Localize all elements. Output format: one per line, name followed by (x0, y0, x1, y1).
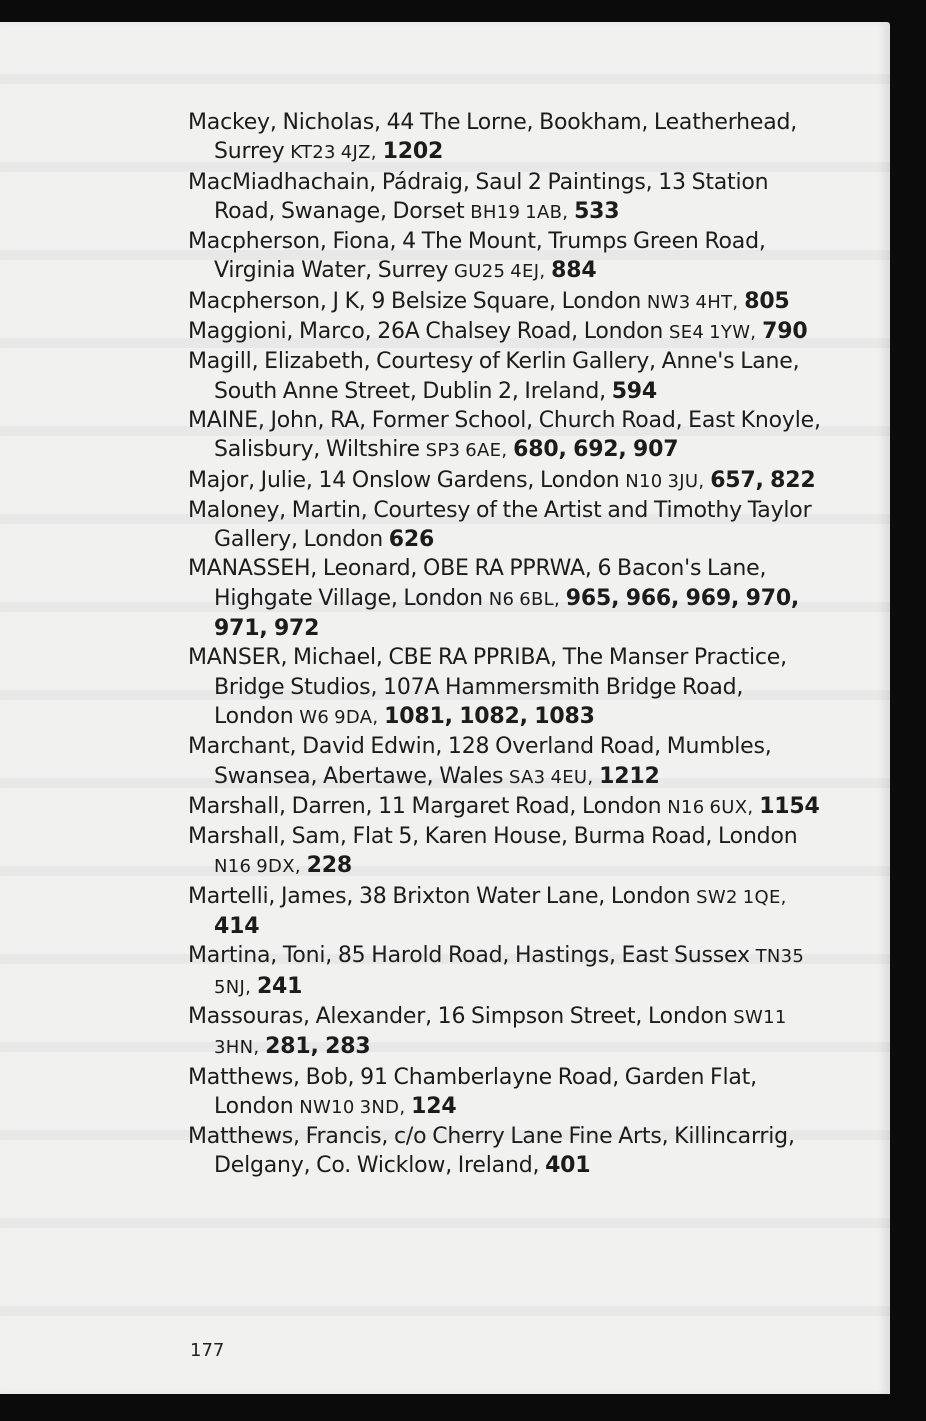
entry-name: MacMiadhachain, Pádraig, (188, 169, 470, 195)
entry-postcode: W6 9DA, (299, 706, 379, 728)
entry-pages: 414 (214, 914, 260, 940)
index-entry (188, 822, 828, 882)
entry-pages: 594 (611, 378, 658, 404)
entry-name: MANSER, Michael, CBE RA PPRIBA, (188, 645, 557, 671)
book-page (0, 22, 890, 1394)
index-entries (188, 108, 828, 1181)
entry-pages: 1081, 1082, 1083 (384, 703, 595, 729)
entry-postcode: N10 3JU, (625, 470, 705, 492)
entry-postcode: NW10 3ND, (299, 1096, 406, 1118)
entry-postcode: N6 6BL, (488, 588, 560, 610)
index-entry (188, 347, 828, 406)
index-entry (188, 941, 828, 1002)
entry-address: 85 Harold Road, Hastings, East Sussex (337, 943, 750, 969)
entry-pages: 965, 966, 969, 970, 971, 972 (214, 585, 800, 642)
entry-name: Macpherson, J K, (188, 288, 366, 314)
entry-pages: 401 (545, 1153, 591, 1179)
entry-address: Flat 5, Karen House, Burma Road, London (352, 824, 798, 850)
entry-name: Matthews, Bob, (188, 1064, 355, 1090)
entry-pages: 626 (388, 527, 435, 553)
index-entry (188, 792, 828, 822)
entry-pages: 124 (411, 1093, 457, 1119)
entry-address: 14 Onslow Gardens, London (318, 467, 620, 493)
entry-pages: 228 (306, 853, 352, 879)
entry-postcode: N16 9DX, (214, 856, 301, 878)
entry-address: 26A Chalsey Road, London (377, 319, 664, 345)
entry-pages: 1154 (759, 793, 820, 819)
entry-name: Marchant, David Edwin, (188, 734, 443, 760)
entry-name: MANASSEH, Leonard, OBE RA PPRWA, (188, 556, 592, 582)
entry-name: Matthews, Francis, (188, 1124, 389, 1150)
index-entry (188, 287, 828, 317)
entry-address: 44 The Lorne, Bookham, Leatherhead, Surrey (214, 110, 798, 165)
entry-name: Macpherson, Fiona, (188, 229, 397, 255)
entry-address: 9 Belsize Square, London (371, 288, 642, 314)
entry-pages: 241 (256, 973, 303, 999)
entry-pages: 884 (551, 258, 597, 284)
index-entry (188, 317, 828, 347)
entry-postcode: BH19 1AB, (470, 201, 569, 223)
entry-address: 16 Simpson Street, London (437, 1003, 728, 1029)
entry-name: Major, Julie, (188, 467, 313, 493)
entry-name: Martina, Toni, (188, 943, 333, 969)
entry-name: Marshall, Sam, (188, 824, 347, 850)
entry-name: Mackey, Nicholas, (188, 110, 381, 135)
entry-address: 4 The Mount, Trumps Green Road, Virginia Water, Surrey (214, 229, 766, 284)
index-entry (188, 643, 828, 732)
entry-pages: 1202 (382, 139, 444, 165)
entry-address: The Manser Practice, Bridge Studios, 107A Hammersmith Bridge Road, London (214, 645, 787, 729)
entry-postcode: SW11 3HN, (214, 1006, 787, 1059)
entry-address: Former School, Church Road, East Knoyle, Salisbury, Wiltshire (214, 407, 821, 463)
entry-pages: 657, 822 (710, 467, 816, 493)
page-number: 177 (190, 1340, 225, 1361)
index-entry (188, 882, 828, 942)
entry-address: 128 Overland Road, Mumbles, Swansea, Abertawe, Wales (214, 734, 772, 789)
index-entry (188, 108, 828, 168)
entry-postcode: TN35 5NJ, (214, 946, 805, 998)
entry-address: Courtesy of the Artist and Timothy Taylor Gallery, London (214, 497, 812, 553)
index-entry (188, 466, 828, 496)
entry-address: 11 Margaret Road, London (378, 793, 662, 819)
entry-address: Courtesy of Kerlin Gallery, Anne's Lane, South Anne Street, Dublin 2, Ireland, (214, 349, 800, 404)
entry-pages: 790 (762, 319, 808, 345)
entry-pages: 1212 (599, 763, 660, 789)
entry-address: 91 Chamberlayne Road, Garden Flat, London (214, 1064, 757, 1119)
entry-name: Magill, Elizabeth, (188, 349, 371, 375)
index-entry (188, 168, 828, 228)
entry-postcode: SA3 4EU, (509, 766, 594, 788)
entry-postcode: GU25 4EJ, (454, 261, 546, 283)
index-entry (188, 732, 828, 792)
entry-name: Maloney, Martin, (188, 497, 368, 523)
entry-postcode: SE4 1YW, (668, 322, 757, 344)
index-entry (188, 227, 828, 287)
entry-postcode: SP3 6AE, (425, 440, 508, 462)
index-entry (188, 1063, 828, 1123)
entry-address: 38 Brixton Water Lane, London (358, 883, 691, 909)
entry-pages: 533 (574, 198, 620, 224)
index-entry (188, 496, 828, 555)
entry-name: Marshall, Darren, (188, 793, 373, 819)
index-entry (188, 1002, 828, 1063)
entry-postcode: KT23 4JZ, (290, 142, 377, 164)
entry-pages: 680, 692, 907 (513, 437, 679, 463)
entry-pages: 281, 283 (265, 1034, 371, 1060)
index-entry (188, 406, 828, 466)
entry-address: Saul 2 Paintings, 13 Station Road, Swanage, Dorset (214, 169, 769, 224)
entry-postcode: SW2 1QE, (696, 886, 787, 908)
entry-postcode: N16 6UX, (667, 796, 754, 818)
entry-name: Martelli, James, (188, 883, 354, 909)
entry-name: MAINE, John, RA, (188, 407, 366, 433)
entry-name: Massouras, Alexander, (188, 1003, 432, 1029)
entry-address: c/o Cherry Lane Fine Arts, Killincarrig, Delgany, Co. Wicklow, Ireland, (214, 1124, 795, 1179)
entry-postcode: NW3 4HT, (646, 291, 739, 313)
entry-pages: 805 (744, 288, 790, 314)
entry-address: 6 Bacon's Lane, Highgate Village, London (214, 556, 767, 611)
index-entry (188, 1122, 828, 1181)
index-entry (188, 554, 828, 643)
entry-name: Maggioni, Marco, (188, 319, 372, 345)
